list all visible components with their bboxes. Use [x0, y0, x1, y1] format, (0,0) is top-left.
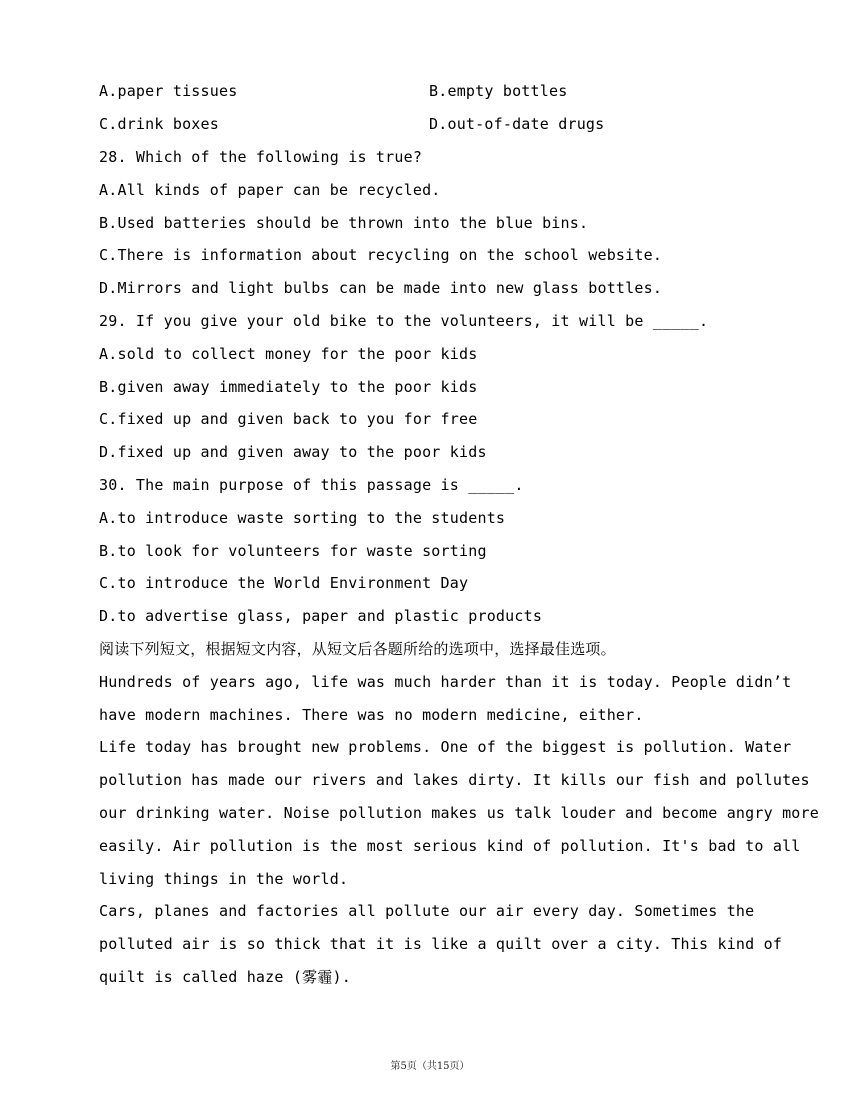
passage-line: Hundreds of years ago, life was much harder than it is today. People didn’t: [99, 673, 792, 691]
passage-line: pollution has made our rivers and lakes dirty. It kills our fish and pollutes: [99, 771, 810, 789]
question-29-option-d: D.fixed up and given away to the poor kids: [99, 443, 487, 461]
question-30: 30. The main purpose of this passage is _____.: [99, 476, 524, 494]
passage-line: living things in the world.: [99, 870, 349, 888]
question-30-option-c: C.to introduce the World Environment Day: [99, 574, 469, 592]
question-29-option-a: A.sold to collect money for the poor kids: [99, 345, 478, 363]
option-d: D.out-of-date drugs: [429, 115, 605, 133]
question-28-option-c: C.There is information about recycling on the school website.: [99, 246, 663, 264]
passage-line: Cars, planes and factories all pollute our air every day. Sometimes the: [99, 902, 755, 920]
page-footer: 第5页（共15页）: [390, 1061, 470, 1072]
question-29: 29. If you give your old bike to the volunteers, it will be _____.: [99, 312, 709, 330]
passage-line: polluted air is so thick that it is like a quilt over a city. This kind of: [99, 935, 783, 953]
question-28-option-b: B.Used batteries should be thrown into the blue bins.: [99, 214, 589, 232]
question-29-option-c: C.fixed up and given back to you for free: [99, 410, 478, 428]
question-28-option-a: A.All kinds of paper can be recycled.: [99, 181, 441, 199]
passage-line: our drinking water. Noise pollution makes us talk louder and become angry more: [99, 804, 819, 822]
question-28-option-d: D.Mirrors and light bulbs can be made into new glass bottles.: [99, 279, 663, 297]
question-30-option-b: B.to look for volunteers for waste sorting: [99, 542, 487, 560]
question-29-option-b: B.given away immediately to the poor kids: [99, 378, 478, 396]
question-30-option-a: A.to introduce waste sorting to the students: [99, 509, 506, 527]
passage-line: quilt is called haze (雾霾).: [99, 968, 351, 986]
question-28: 28. Which of the following is true?: [99, 148, 423, 166]
passage-line: have modern machines. There was no modern medicine, either.: [99, 706, 644, 724]
passage-line: Life today has brought new problems. One of the biggest is pollution. Water: [99, 738, 792, 756]
option-b: B.empty bottles: [429, 82, 568, 100]
reading-instructions: 阅读下列短文，根据短文内容，从短文后各题所给的选项中，选择最佳选项。: [99, 640, 616, 658]
option-a: A.paper tissues: [99, 82, 238, 100]
question-30-option-d: D.to advertise glass, paper and plastic products: [99, 607, 543, 625]
passage-line: easily. Air pollution is the most serious kind of pollution. It's bad to all: [99, 837, 801, 855]
option-c: C.drink boxes: [99, 115, 219, 133]
